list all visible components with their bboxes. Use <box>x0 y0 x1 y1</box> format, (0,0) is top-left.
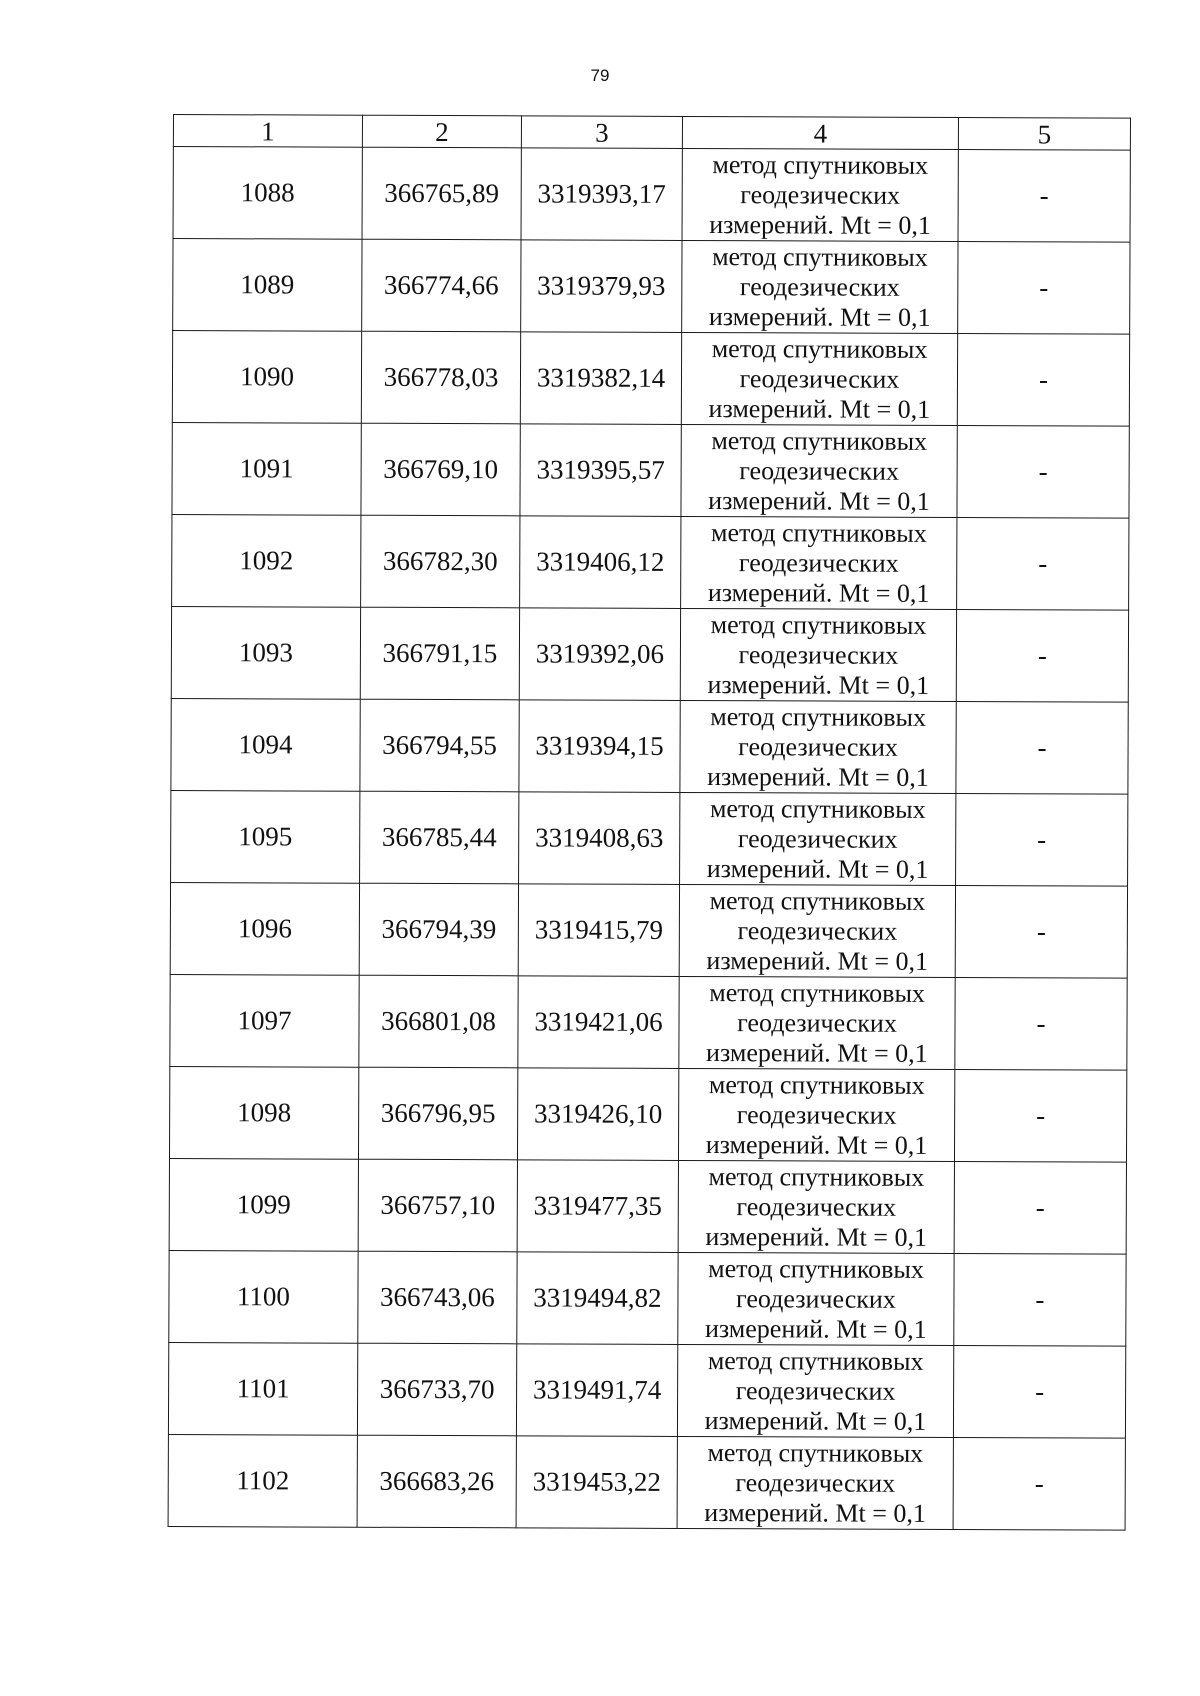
coordinates-table <box>168 114 1131 1531</box>
coordinate-x-cell: 366743,06 <box>358 1251 517 1344</box>
method-cell <box>678 1068 954 1161</box>
page-number: 79 <box>590 66 610 85</box>
note-cell: - <box>958 150 1130 243</box>
column-header-5: 5 <box>958 118 1130 151</box>
method-text-line: измерений. Mt = 0,1 <box>706 1037 928 1068</box>
point-number-cell: 1092 <box>172 514 361 607</box>
point-number-cell: 1093 <box>171 606 360 699</box>
coordinate-y-cell: 3319415,79 <box>518 884 679 977</box>
note-cell: - <box>956 702 1128 795</box>
method-text-line: метод спутниковых <box>712 241 928 272</box>
method-cell <box>678 1160 954 1253</box>
method-text-line: измерений. Mt = 0,1 <box>707 669 930 700</box>
coordinate-x-cell: 366785,44 <box>360 791 519 884</box>
coordinate-y-cell: 3319408,63 <box>519 792 680 885</box>
method-text-line: метод спутниковых <box>709 885 926 916</box>
method-cell <box>679 884 955 977</box>
method-text-line: измерений. Mt = 0,1 <box>706 853 929 884</box>
coordinate-y-cell: 3319395,57 <box>520 424 681 517</box>
method-text-line: измерений. Mt = 0,1 <box>706 945 929 976</box>
method-text-line: геодезических <box>738 731 898 762</box>
column-header-1: 1 <box>173 115 362 148</box>
method-text-line: измерений. Mt = 0,1 <box>708 301 931 332</box>
note-cell: - <box>957 426 1129 519</box>
method-cell <box>677 1344 953 1437</box>
method-text-line: измерений. Mt = 0,1 <box>707 761 929 792</box>
method-text-line: измерений. Mt = 0,1 <box>704 1313 927 1344</box>
method-text-line: метод спутниковых <box>708 1253 924 1284</box>
method-text-line: геодезических <box>736 1099 897 1130</box>
table-row <box>171 606 1128 702</box>
method-cell <box>680 700 956 793</box>
method-cell <box>678 1252 954 1345</box>
header-row <box>173 115 1130 151</box>
method-text-line: геодезических <box>738 639 899 670</box>
coordinate-y-cell: 3319477,35 <box>517 1160 678 1253</box>
coordinate-y-cell: 3319426,10 <box>517 1068 678 1161</box>
table-row <box>168 1434 1125 1530</box>
coordinate-x-cell: 366683,26 <box>357 1435 516 1528</box>
table-row <box>172 422 1129 518</box>
table-body <box>168 147 1130 1531</box>
method-text-line: измерений. Mt = 0,1 <box>707 577 930 608</box>
coordinate-x-cell: 366733,70 <box>357 1343 516 1436</box>
note-cell: - <box>954 1070 1126 1163</box>
point-number-cell: 1094 <box>171 698 360 791</box>
method-text-line: метод спутниковых <box>710 609 927 640</box>
method-cell <box>680 792 956 885</box>
method-cell <box>682 240 958 333</box>
method-text-line: измерений. Mt = 0,1 <box>705 1221 928 1252</box>
table-header <box>173 115 1130 151</box>
table-row <box>169 1158 1126 1254</box>
table-row <box>171 698 1128 794</box>
method-text-line: метод спутниковых <box>708 1161 925 1192</box>
method-text-line: измерений. Mt = 0,1 <box>705 1129 928 1160</box>
table-row <box>169 1250 1126 1346</box>
method-text-line: геодезических <box>737 1007 897 1038</box>
note-cell: - <box>957 334 1129 427</box>
point-number-cell: 1089 <box>173 239 362 332</box>
coordinate-y-cell: 3319491,74 <box>516 1344 677 1437</box>
method-text-line: метод спутниковых <box>711 425 928 456</box>
method-text-line: метод спутниковых <box>708 1069 925 1100</box>
point-number-cell: 1099 <box>169 1158 358 1251</box>
method-cell <box>682 148 958 241</box>
method-text-line: геодезических <box>736 1191 897 1222</box>
method-cell <box>679 976 955 1069</box>
method-text-line: метод спутниковых <box>709 977 926 1008</box>
coordinate-x-cell: 366778,03 <box>361 331 520 424</box>
coordinate-x-cell: 366765,89 <box>362 147 521 240</box>
note-cell: - <box>953 1346 1125 1439</box>
table-row <box>169 1066 1126 1162</box>
coordinate-x-cell: 366794,55 <box>360 699 519 792</box>
point-number-cell: 1097 <box>170 974 359 1067</box>
method-text-line: метод спутниковых <box>712 149 929 180</box>
coordinate-x-cell: 366782,30 <box>361 515 520 608</box>
method-text-line: метод спутниковых <box>710 701 927 732</box>
coordinates-table-wrapper <box>168 114 1130 1531</box>
coordinate-y-cell: 3319494,82 <box>517 1252 678 1345</box>
coordinate-y-cell: 3319394,15 <box>519 700 680 793</box>
note-cell: - <box>955 886 1127 979</box>
coordinate-x-cell: 366774,66 <box>362 239 521 332</box>
method-cell <box>677 1436 953 1529</box>
note-cell: - <box>954 1254 1126 1347</box>
coordinate-x-cell: 366757,10 <box>358 1159 517 1252</box>
coordinate-y-cell: 3319453,22 <box>516 1436 677 1529</box>
method-text-line: измерений. Mt = 0,1 <box>704 1405 927 1436</box>
method-cell <box>681 332 957 425</box>
method-text-line: измерений. Mt = 0,1 <box>708 485 930 516</box>
note-cell: - <box>957 518 1129 611</box>
table-row <box>168 1342 1125 1438</box>
method-text-line: геодезических <box>739 363 900 394</box>
coordinate-y-cell: 3319392,06 <box>519 608 680 701</box>
coordinate-x-cell: 366796,95 <box>358 1067 517 1160</box>
point-number-cell: 1100 <box>169 1250 358 1343</box>
table-row <box>173 239 1130 335</box>
coordinate-y-cell: 3319379,93 <box>521 240 682 333</box>
point-number-cell: 1095 <box>171 790 360 883</box>
point-number-cell: 1090 <box>172 331 361 424</box>
coordinate-x-cell: 366791,15 <box>360 607 519 700</box>
method-text-line: геодезических <box>739 455 900 486</box>
column-header-3: 3 <box>521 116 682 149</box>
coordinate-y-cell: 3319406,12 <box>520 516 681 609</box>
point-number-cell: 1102 <box>168 1434 357 1527</box>
coordinate-x-cell: 366801,08 <box>359 975 518 1068</box>
coordinate-y-cell: 3319382,14 <box>520 332 681 425</box>
point-number-cell: 1101 <box>168 1342 357 1435</box>
coordinate-x-cell: 366769,10 <box>361 423 520 516</box>
method-cell <box>681 516 957 609</box>
point-number-cell: 1096 <box>170 882 359 975</box>
table-row <box>172 514 1129 610</box>
note-cell: - <box>956 794 1128 887</box>
note-cell: - <box>955 978 1127 1071</box>
table-row <box>172 331 1129 427</box>
method-cell <box>681 424 957 517</box>
method-cell <box>680 608 956 701</box>
method-text-line: геодезических <box>737 823 898 854</box>
coordinate-y-cell: 3319393,17 <box>521 148 682 241</box>
column-header-2: 2 <box>362 115 521 148</box>
point-number-cell: 1091 <box>172 422 361 515</box>
method-text-line: измерений. Mt = 0,1 <box>708 393 931 424</box>
note-cell: - <box>958 242 1130 335</box>
method-text-line: измерений. Mt = 0,1 <box>709 209 931 240</box>
note-cell: - <box>954 1162 1126 1255</box>
method-text-line: метод спутниковых <box>709 793 926 824</box>
table-row <box>170 974 1127 1070</box>
method-text-line: метод спутниковых <box>707 1437 924 1468</box>
table-row <box>171 790 1128 886</box>
table-row <box>173 147 1130 243</box>
method-text-line: метод спутниковых <box>710 517 927 548</box>
method-text-line: метод спутниковых <box>711 333 928 364</box>
point-number-cell: 1098 <box>169 1066 358 1159</box>
coordinate-x-cell: 366794,39 <box>359 883 518 976</box>
table-row <box>170 882 1127 978</box>
method-text-line: измерений. Mt = 0,1 <box>704 1497 926 1528</box>
method-text-line: геодезических <box>735 1467 896 1498</box>
point-number-cell: 1088 <box>173 147 362 240</box>
note-cell: - <box>956 610 1128 703</box>
method-text-line: геодезических <box>736 1283 896 1314</box>
method-text-line: геодезических <box>735 1375 896 1406</box>
note-cell: - <box>953 1438 1125 1531</box>
method-text-line: геодезических <box>739 271 900 302</box>
method-text-line: геодезических <box>738 547 899 578</box>
column-header-4: 4 <box>682 116 958 149</box>
method-text-line: геодезических <box>737 915 898 946</box>
coordinate-y-cell: 3319421,06 <box>518 976 679 1069</box>
method-text-line: метод спутниковых <box>707 1345 924 1376</box>
method-text-line: геодезических <box>740 179 901 210</box>
